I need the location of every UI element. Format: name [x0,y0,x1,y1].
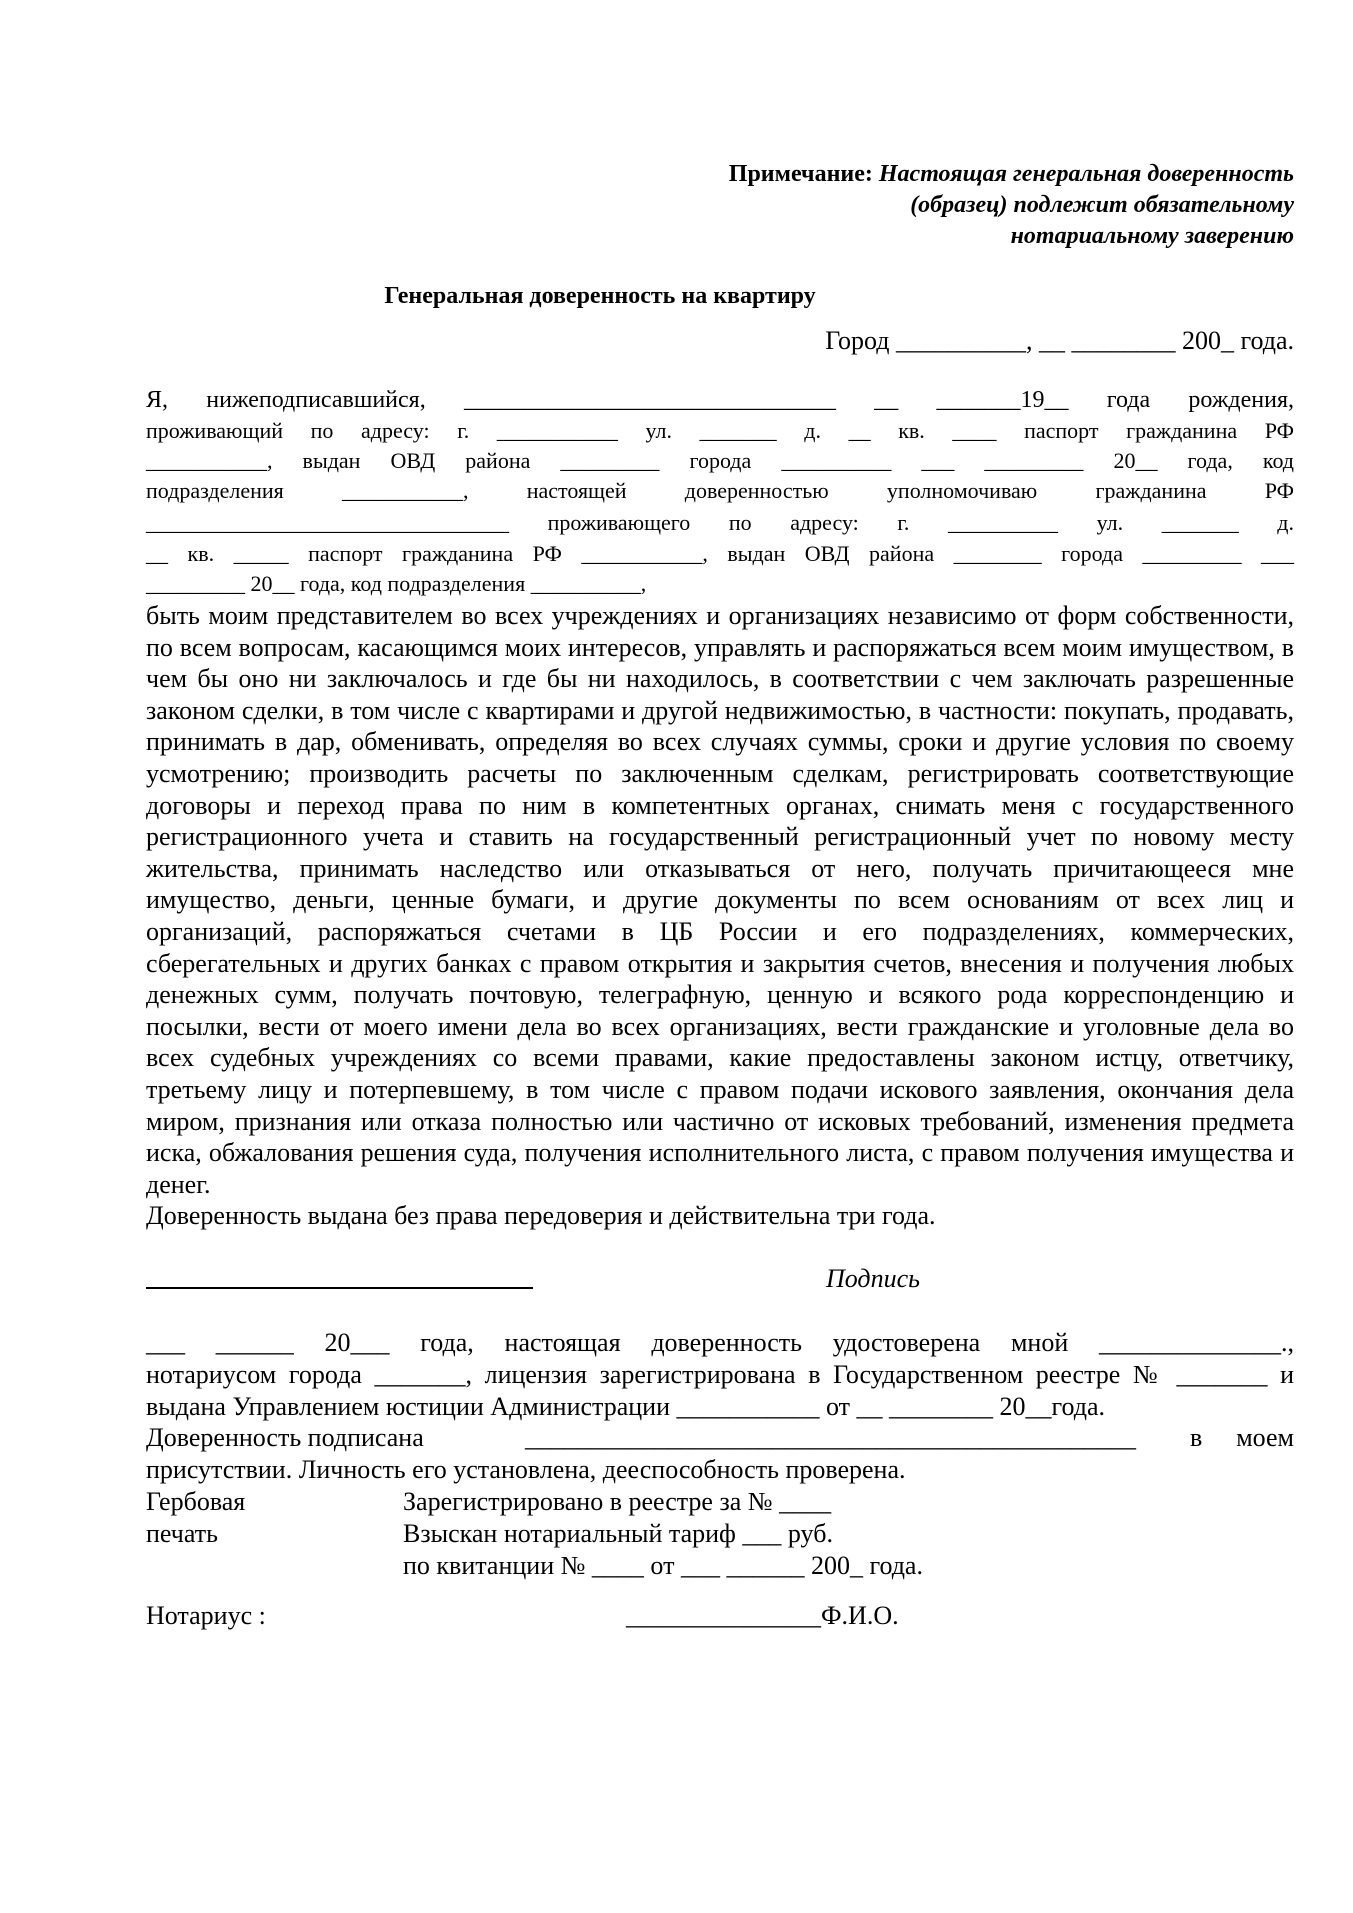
note-line-3: нотариальному заверению [1010,223,1294,249]
notary-line-2: нотариусом города _______, лицензия зарегистрирована в Государственном реестре № _______ и [146,1360,1294,1389]
notary-signed-blank: _______________________________________________ [525,1423,1136,1452]
notary-line-5: присутствии. Личность его установлена, дееспособность проверена. [146,1455,906,1484]
form-line-2: проживающий по адресу: г. ___________ ул. _______ д. __ кв. ____ паспорт гражданина РФ [146,418,1294,443]
signature-label: Подпись [826,1264,920,1293]
body-text [146,600,1294,1232]
note-line-1 [146,162,1294,186]
city-date-line: Город __________, __ ________ 200_ года. [825,326,1294,355]
form-line-5: _________________________________ проживающего по адресу: г. __________ ул. _______ д. [146,510,1294,535]
form-line-3: ___________, выдан ОВД района _________ города __________ ___ _________ 20__ года, код [146,448,1294,473]
receipt-line: по квитанции № ____ от ___ ______ 200_ года. [403,1551,923,1580]
validity-statement: Доверенность выдана без права передоверия и действительна три года. [146,1201,936,1231]
tariff-line: Взыскан нотариальный тариф ___ руб. [403,1519,833,1548]
form-line-4: подразделения ___________, настоящей доверенностью уполномочиваю гражданина РФ [146,478,1294,503]
stamp-label-1: Гербовая [146,1487,246,1516]
notary-label: Нотариус : [146,1601,266,1630]
signature-line [146,1287,533,1289]
notary-line-3: выдана Управлением юстиции Администрации ___________ от __ ________ 20__года. [146,1392,1106,1421]
note-label: Примечание: [728,161,873,187]
registry-line: Зарегистрировано в реестре за № ____ [403,1487,832,1516]
body-paragraph: быть моим представителем во всех учреждениях и организациях независимо от форм собственности, по всем вопросам, касающимся моих интересов, управлять и распоряжаться всем моим имуществом, в чем бы оно ни заключалось и где бы ни находилось, в соответствии с чем заключать разрешенные законом сделки, в том числе с квартирами и другой недвижимостью, в частности: покупать, продавать, принимать в дар, обменивать, определяя во всех случаях суммы, сроки и другие условия по своему усмотрению; производить расчеты по заключенным сделкам, регистрировать соответствующие договоры и переход права по ним в компетентных органах, снимать меня с государственного регистрационного учета и ставить на государственный регистрационный учет по новому месту жительства, принимать наследство или отказываться от него, получать причитающееся мне имущество, деньги, ценные бумаги, и другие документы по всем основаниям от всех лиц и организаций, распоряжаться счетами в ЦБ России и его подразделениях, коммерческих, сберегательных и других банках с правом открытия и закрытия счетов, внесения и получения любых денежных сумм, получать почтовую, телеграфную, ценную и всякого рода корреспонденцию и посылки, вести от моего имени дела во всех организациях, вести гражданские и уголовные дела во всех судебных учреждениях со всеми правами, какие предоставлены законом истцу, ответчику, третьему лицу и потерпевшему, в том числе с правом подачи искового заявления, окончания дела миром, признания или отказа полностью или частично от исковых требований, изменения предмета иска, обжалования решения суда, получения исполнительного листа, с правом получения имущества и денег. [146,601,1294,1199]
notary-presence-label: в моем [1190,1423,1294,1452]
form-line-1: Я, нижеподписавшийся, _______________________________ __ _______19__ года рождения, [146,387,1294,413]
document-title: Генеральная доверенность на квартиру [384,283,816,309]
notary-fio: _______________Ф.И.О. [626,1601,899,1630]
notary-signed-label: Доверенность подписана [146,1423,424,1452]
form-line-7: _________ 20__ года, код подразделения __________, [146,571,647,596]
form-line-6: __ кв. _____ паспорт гражданина РФ ___________, выдан ОВД района ________ города _________ ___ [146,541,1294,566]
note-line-2: (образец) подлежит обязательному [910,192,1294,218]
notary-line-1: ___ ______ 20___ года, настоящая доверенность удостоверена мной ______________., [146,1328,1294,1357]
note-text-1: Настоящая генеральная доверенность [878,161,1294,187]
stamp-label-2: печать [146,1519,218,1548]
